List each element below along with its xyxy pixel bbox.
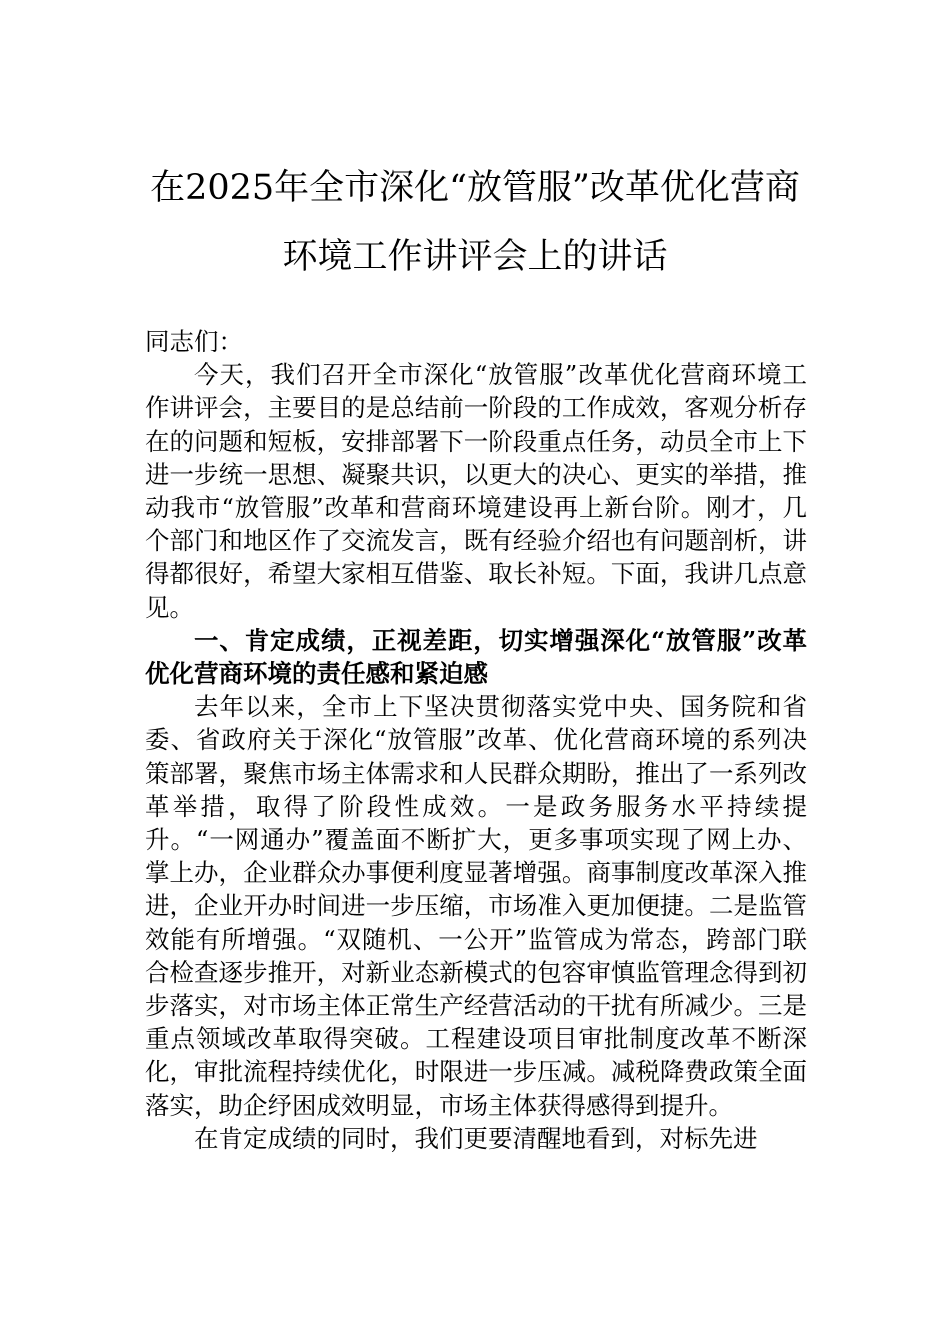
- paragraph-intro: 今天，我们召开全市深化“放管服”改革优化营商环境工作讲评会，主要目的是总结前一阶段的工作成效，客观分析存在的问题和短板，安排部署下一阶段重点任务，动员全市上下进一步统一思想、凝聚共识，以更大的决心、更实的举措，推动我市“放管服”改革和营商环境建设再上新台阶。刚才，几个部门和地区作了交流发言，既有经验介绍也有问题剖析，讲得都很好，希望大家相互借鉴、取长补短。下面，我讲几点意见。: [145, 360, 807, 622]
- paragraph-gaps: 在肯定成绩的同时，我们更要清醒地看到，对标先进: [194, 1123, 758, 1153]
- paragraph-achievements: 去年以来，全市上下坚决贯彻落实党中央、国务院和省委、省政府关于深化“放管服”改革、优化营商环境的系列决策部署，聚焦市场主体需求和人民群众期盼，推出了一系列改革举措，取得了阶段性成效。一是政务服务水平持续提升。“一网通办”覆盖面不断扩大，更多事项实现了网上办、掌上办，企业群众办事便利度显著增强。商事制度改革深入推进，企业开办时间进一步压缩，市场准入更加便捷。二是监管效能有所增强。“双随机、一公开”监管成为常态，跨部门联合检查逐步推开，对新业态新模式的包容审慎监管理念得到初步落实，对市场主体正常生产经营活动的干扰有所减少。三是重点领域改革取得突破。工程建设项目审批制度改革不断深化，审批流程持续优化，时限进一步压减。减税降费政策全面落实，助企纾困成效明显，市场主体获得感得到提升。: [145, 692, 807, 1120]
- title-line-2: 环境工作讲评会上的讲话: [282, 237, 668, 277]
- salutation: 同志们：: [145, 327, 243, 356]
- document-body: [145, 325, 807, 1155]
- section-heading-1: 一、肯定成绩，正视差距，切实增强深化“放管服”改革优化营商环境的责任感和紧迫感: [145, 625, 807, 689]
- title-line-1: 在2025年全市深化“放管服”改革优化营商: [150, 168, 800, 208]
